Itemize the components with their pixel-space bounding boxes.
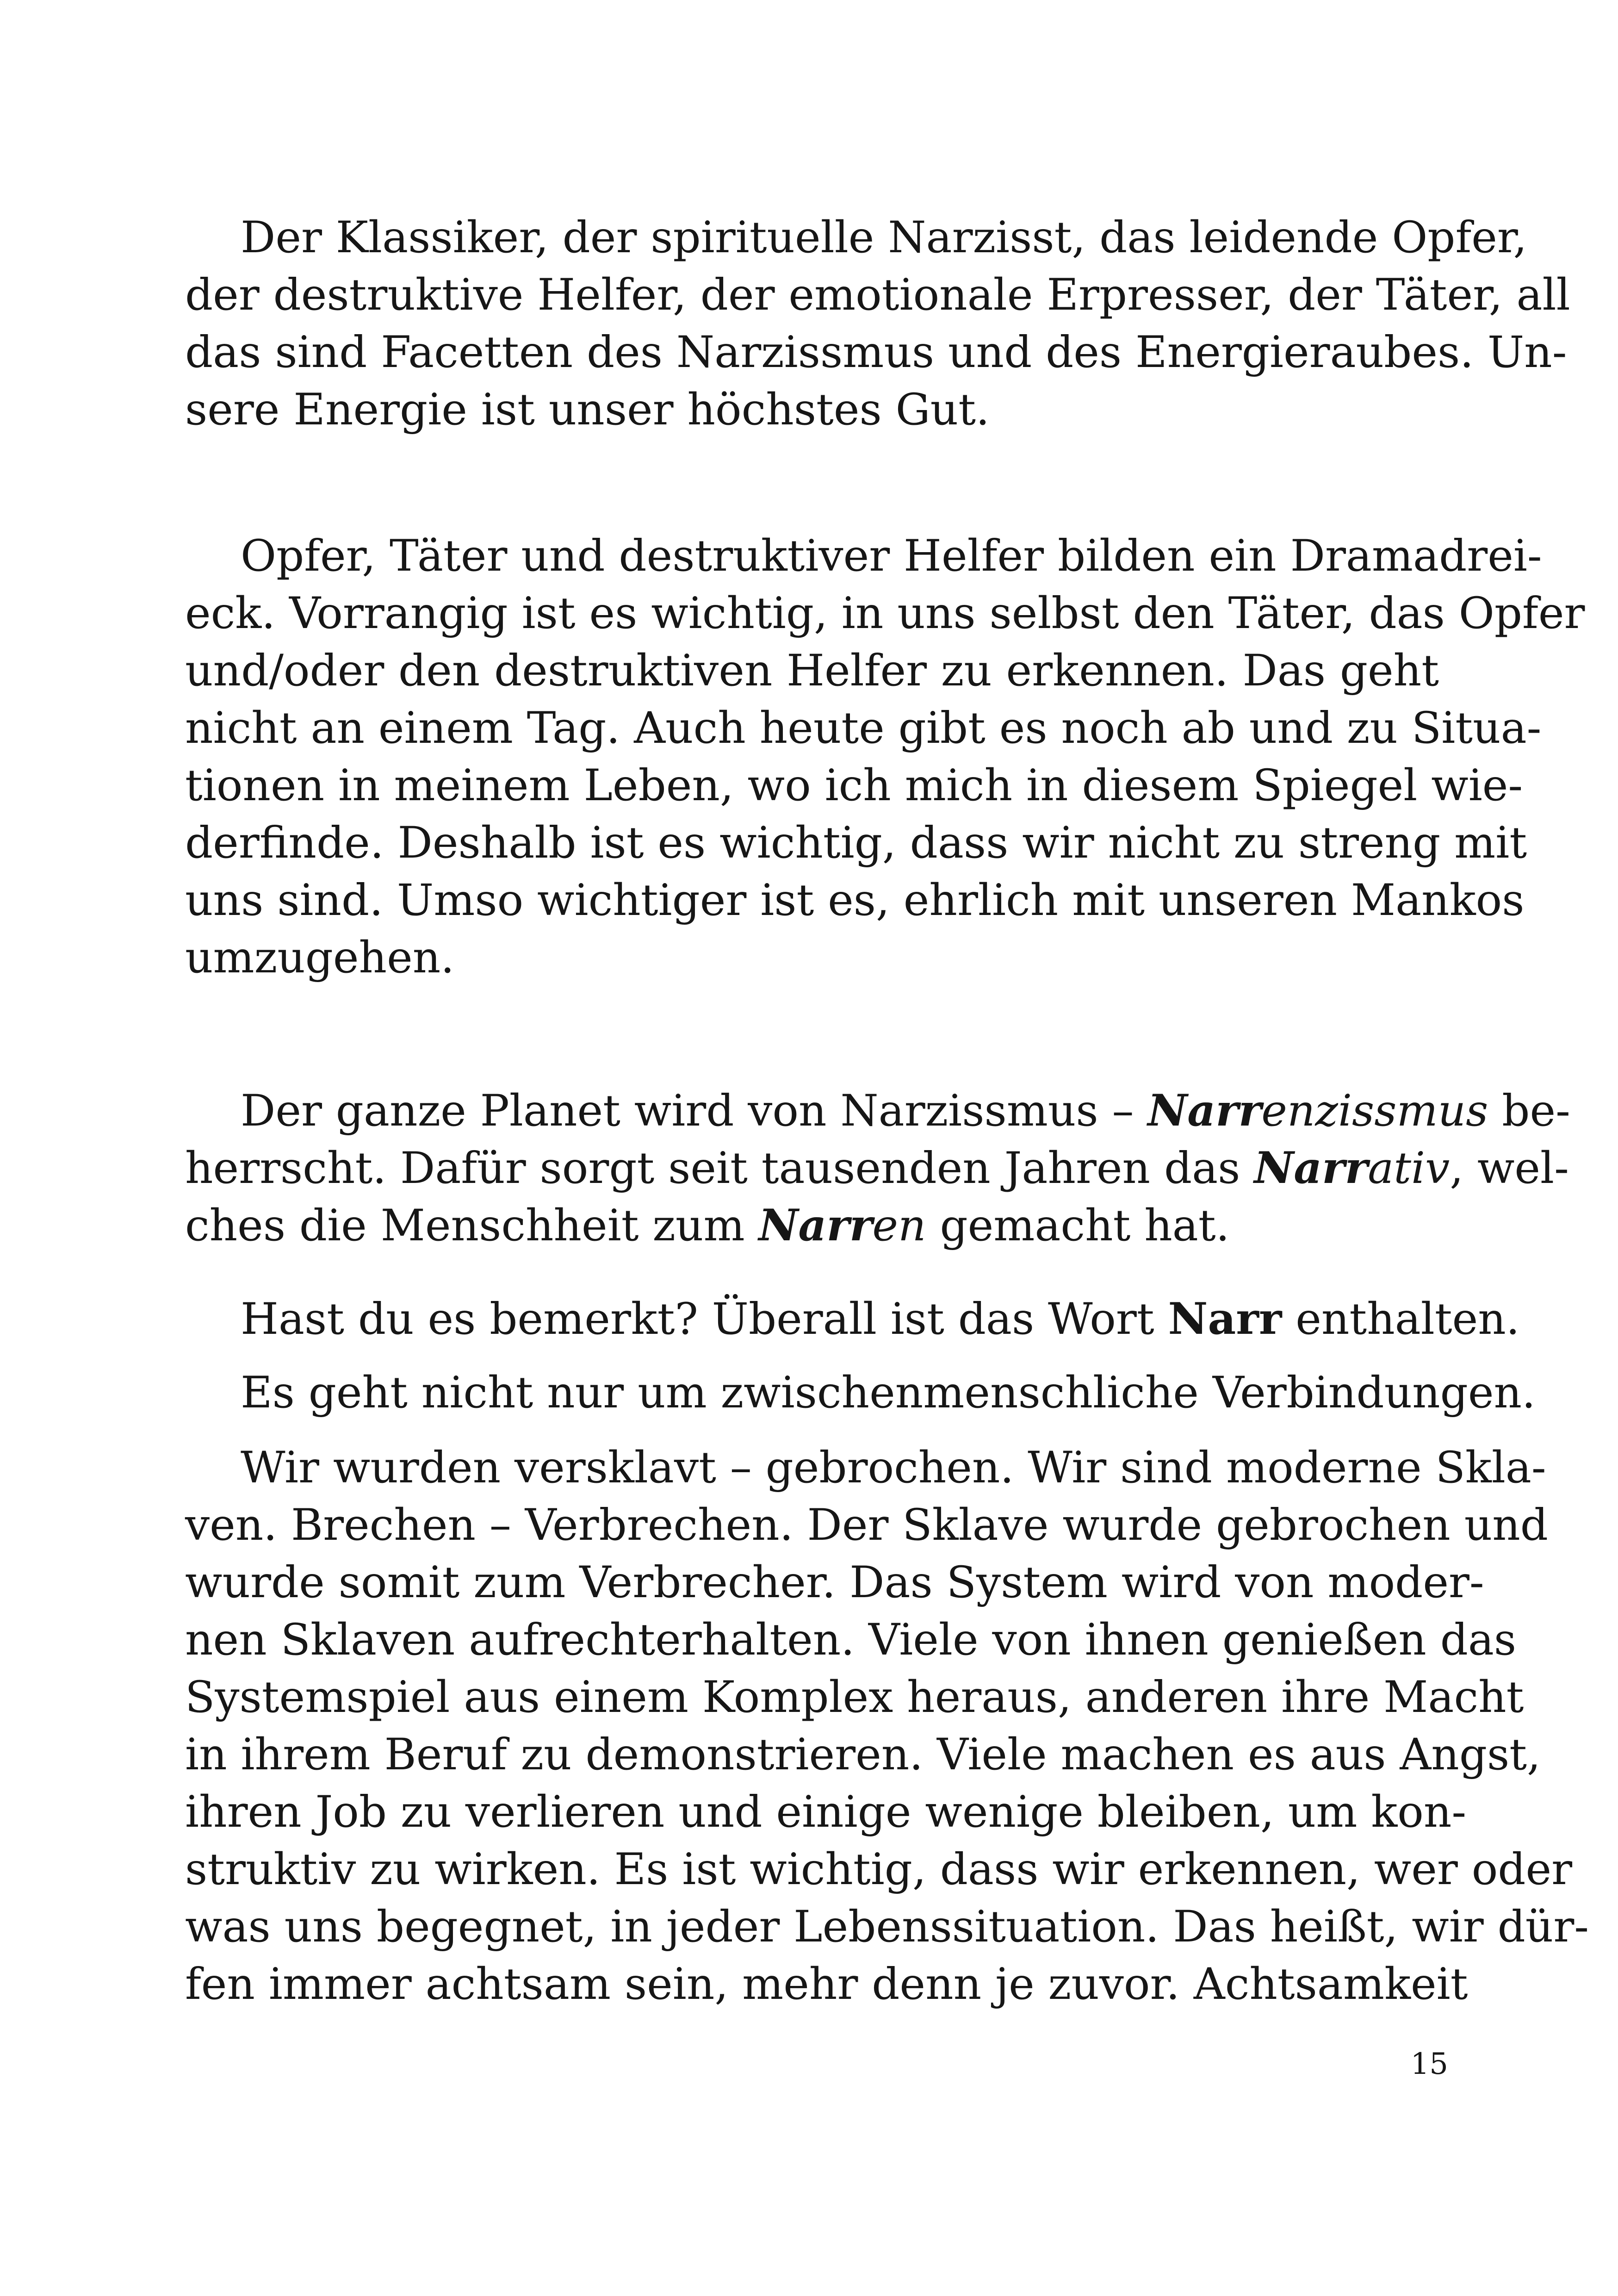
text-line: Wir wurden versklavt – gebrochen. Wir sind moderne Skla- bbox=[241, 1443, 1546, 1493]
paragraph-4 bbox=[185, 1290, 1520, 1348]
text-line bbox=[185, 1139, 1569, 1197]
text-line: Der Klassiker, der spirituelle Narzisst, das leidende Opfer, bbox=[241, 212, 1527, 263]
text-line bbox=[185, 1082, 1570, 1139]
text-line: Systemspiel aus einem Komplex heraus, anderen ihre Macht bbox=[185, 1672, 1524, 1723]
text-segment: ches die Menschheit zum bbox=[185, 1201, 759, 1251]
text-line: das sind Facetten des Narzissmus und des Energieraubes. Un- bbox=[185, 327, 1567, 378]
text-line bbox=[185, 1290, 1520, 1348]
emphasis-narr: Narr bbox=[1254, 1143, 1368, 1194]
text-line: uns sind. Umso wichtiger ist es, ehrlich mit unseren Mankos bbox=[185, 875, 1525, 926]
paragraph-3 bbox=[185, 1082, 1570, 1254]
text-line bbox=[185, 1197, 1439, 1254]
paragraph-6 bbox=[185, 1439, 1589, 2013]
emphasis-narr: Narr bbox=[1168, 1294, 1282, 1344]
text-line: nicht an einem Tag. Auch heute gibt es noch ab und zu Situa- bbox=[185, 703, 1542, 753]
emphasis-suffix: ativ bbox=[1368, 1143, 1450, 1194]
paragraph-1 bbox=[185, 209, 1570, 439]
text-segment: be- bbox=[1488, 1086, 1570, 1136]
text-line: und/oder den destruktiven Helfer zu erkennen. Das geht bbox=[185, 646, 1439, 696]
emphasis-suffix: en bbox=[872, 1201, 926, 1251]
text-segment: herrscht. Dafür sorgt seit tausenden Jahren das bbox=[185, 1143, 1254, 1194]
text-segment: gemacht hat. bbox=[926, 1201, 1230, 1251]
text-segment: Hast du es bemerkt? Überall ist das Wort bbox=[241, 1294, 1168, 1344]
text-line: was uns begegnet, in jeder Lebenssituation. Das heißt, wir dür- bbox=[185, 1902, 1589, 1952]
page-number: 15 bbox=[1410, 2047, 1448, 2081]
text-segment: enthalten. bbox=[1282, 1294, 1520, 1344]
text-segment: , wel- bbox=[1450, 1143, 1569, 1194]
paragraph-2 bbox=[185, 528, 1585, 987]
paragraph-5 bbox=[185, 1364, 1536, 1422]
text-line: tionen in meinem Leben, wo ich mich in diesem Spiegel wie- bbox=[185, 760, 1523, 811]
emphasis-narr: Narr bbox=[1147, 1085, 1262, 1136]
text-line: Es geht nicht nur um zwischenmenschliche Verbindungen. bbox=[241, 1368, 1536, 1418]
text-line: Opfer, Täter und destruktiver Helfer bilden ein Dramadrei- bbox=[241, 531, 1542, 581]
emphasis-narr: Narr bbox=[758, 1200, 873, 1251]
text-line: ven. Brechen – Verbrechen. Der Sklave wurde gebrochen und bbox=[185, 1500, 1548, 1550]
emphasis-suffix: enzissmus bbox=[1261, 1086, 1488, 1136]
text-line: in ihrem Beruf zu demonstrieren. Viele machen es aus Angst, bbox=[185, 1730, 1541, 1780]
text-line: derfinde. Deshalb ist es wichtig, dass wir nicht zu streng mit bbox=[185, 818, 1527, 868]
text-line: sere Energie ist unser höchstes Gut. bbox=[185, 385, 990, 435]
text-line: wurde somit zum Verbrecher. Das System wird von moder- bbox=[185, 1557, 1484, 1608]
text-line: nen Sklaven aufrechterhalten. Viele von ihnen genießen das bbox=[185, 1615, 1517, 1665]
text-line: fen immer achtsam sein, mehr denn je zuvor. Achtsamkeit bbox=[185, 1959, 1468, 2010]
text-line: eck. Vorrangig ist es wichtig, in uns selbst den Täter, das Opfer bbox=[185, 588, 1585, 639]
text-segment: Der ganze Planet wird von Narzissmus – bbox=[241, 1086, 1148, 1136]
text-line: umzugehen. bbox=[185, 933, 455, 983]
text-line: ihren Job zu verlieren und einige wenige bleiben, um kon- bbox=[185, 1787, 1467, 1837]
text-line: struktiv zu wirken. Es ist wichtig, dass wir erkennen, wer oder bbox=[185, 1844, 1573, 1895]
text-line: der destruktive Helfer, der emotionale Erpresser, der Täter, all bbox=[185, 270, 1570, 320]
